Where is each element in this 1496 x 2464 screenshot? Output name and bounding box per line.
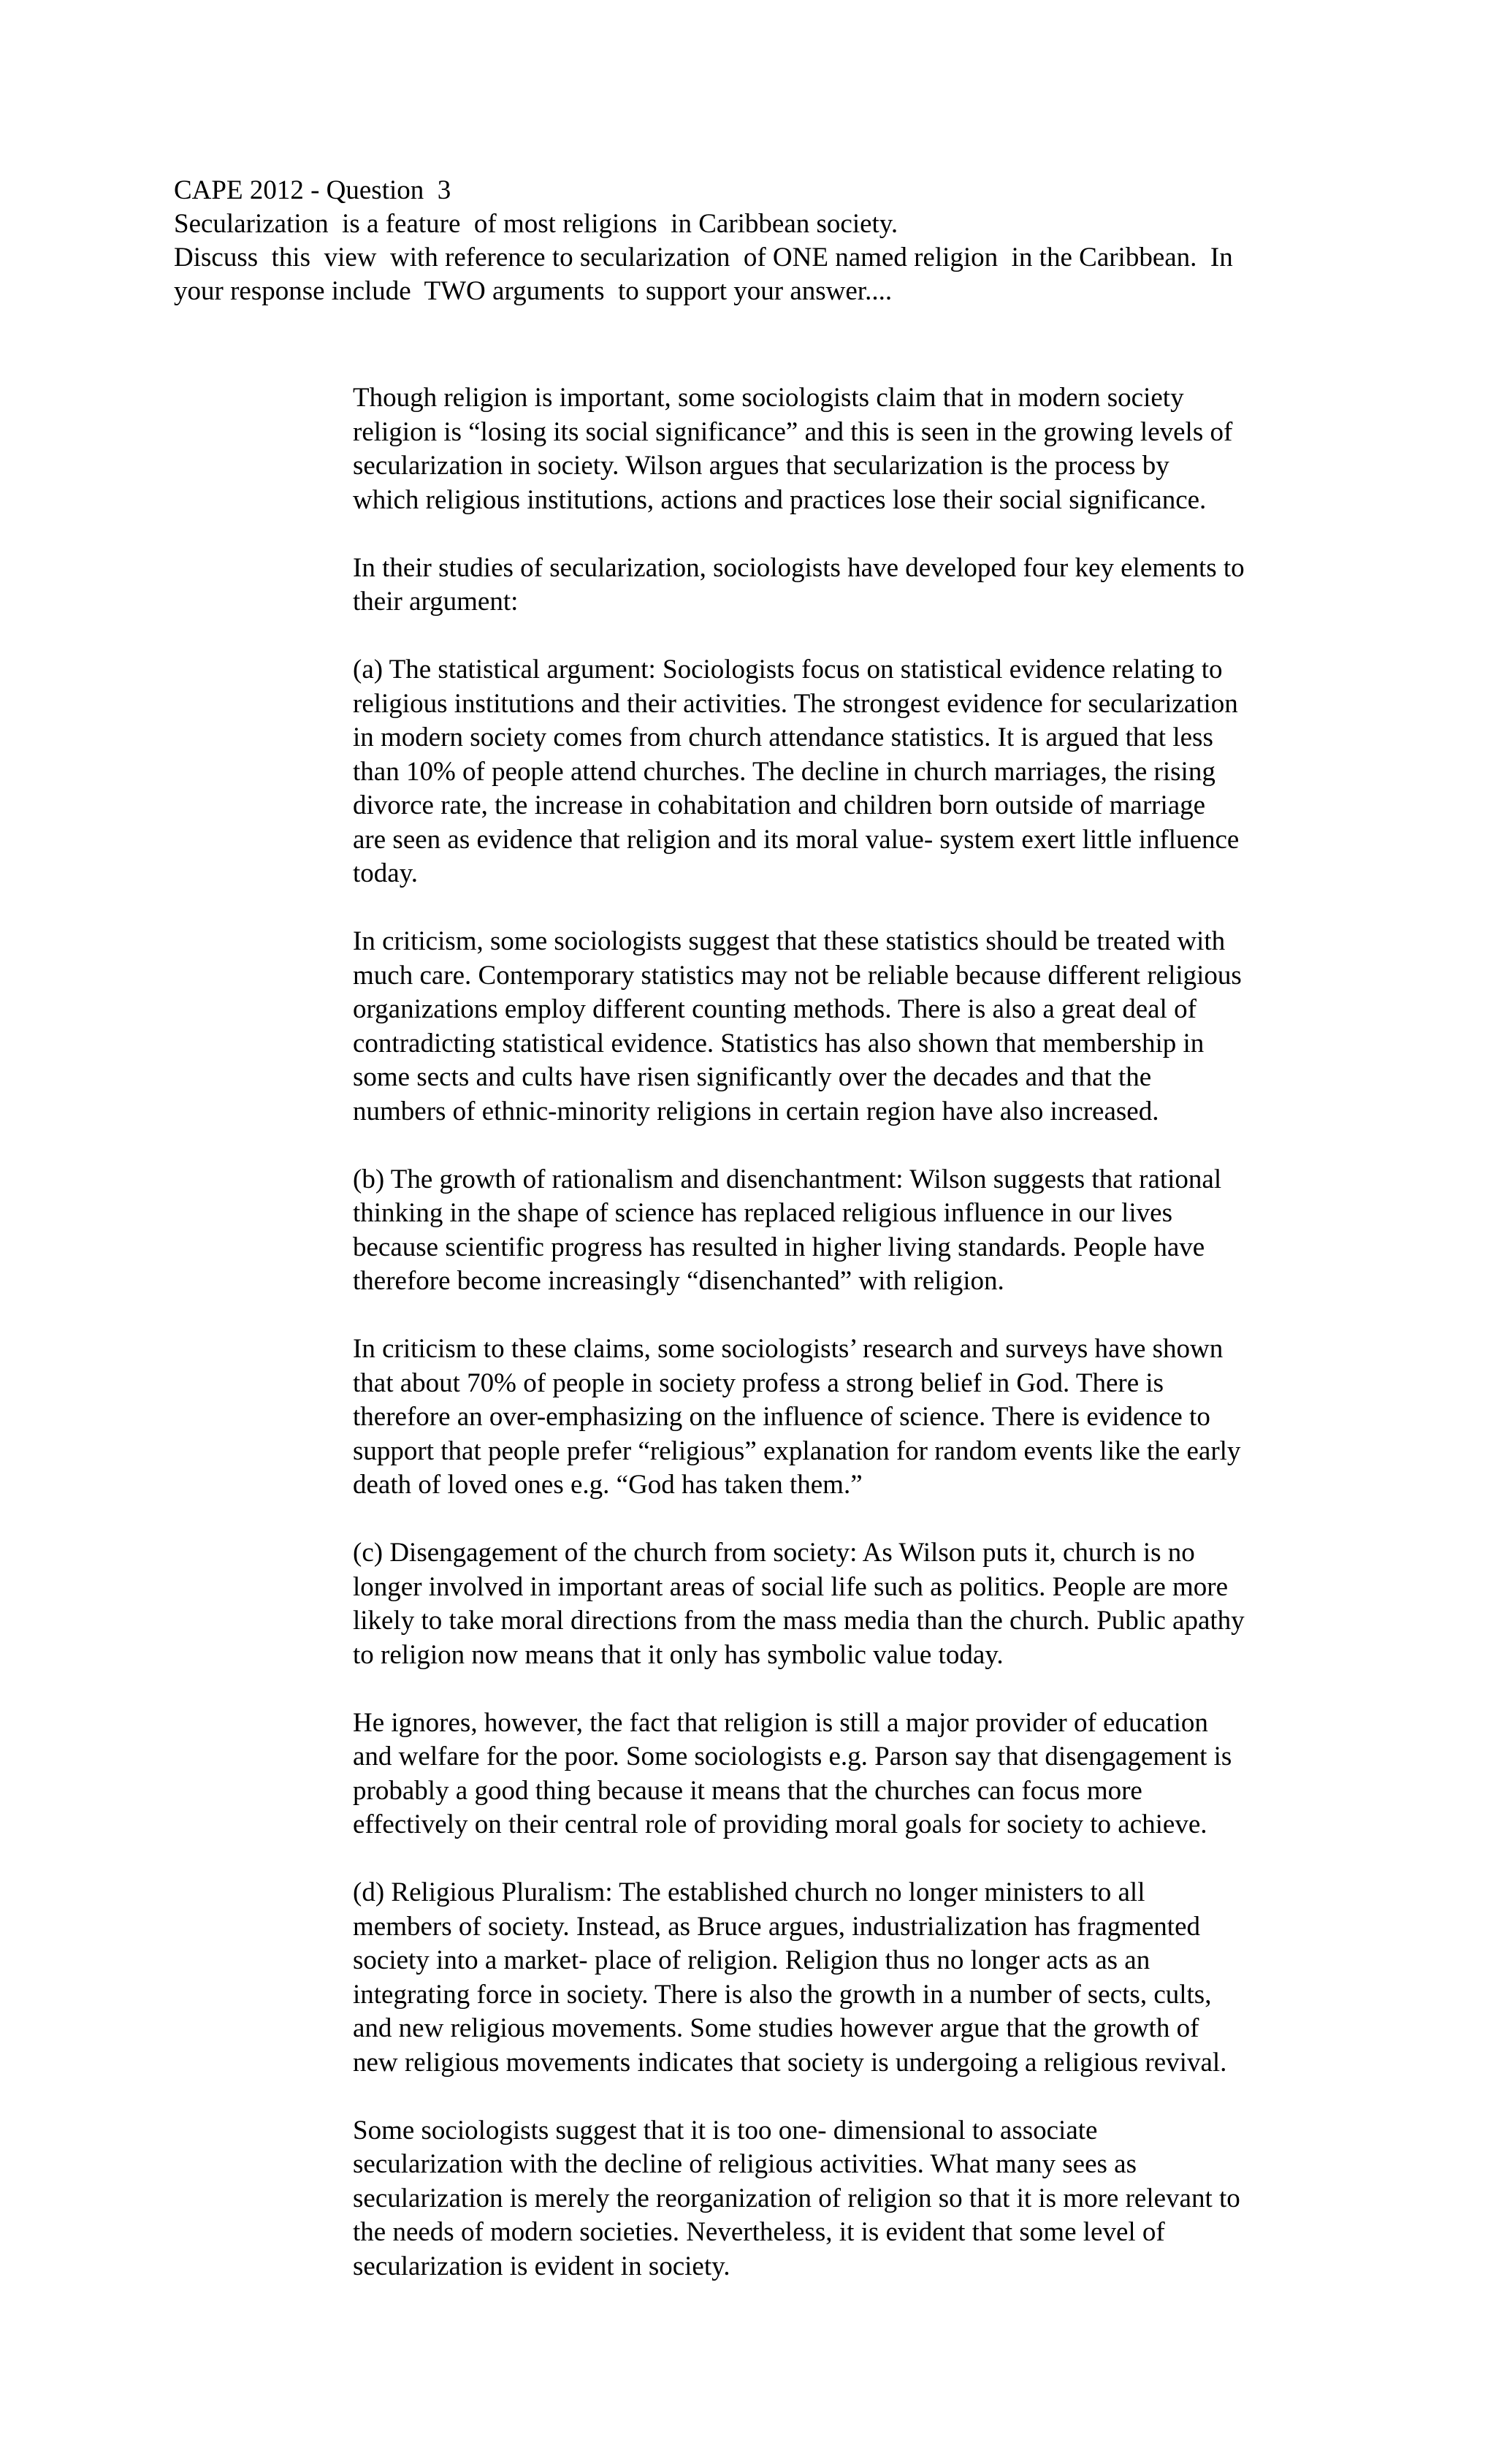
text-line: their argument: <box>353 587 519 617</box>
text-line: secularization in society. Wilson argues that secularization is the process by <box>353 451 1169 481</box>
text-line: secularization is evident in society. <box>353 2251 730 2281</box>
text-line: probably a good thing because it means that the churches can focus more <box>353 1775 1142 1806</box>
text-line: and new religious movements. Some studies however argue that the growth of <box>353 2013 1199 2043</box>
text-line: some sects and cults have risen significantly over the decades and that the <box>353 1062 1152 1092</box>
text-line: contradicting statistical evidence. Statistics has also shown that membership in <box>353 1028 1205 1059</box>
text-line: therefore become increasingly “disenchanted” with religion. <box>353 1266 1004 1296</box>
text-line: Though religion is important, some sociologists claim that in modern society <box>353 383 1184 413</box>
text-line: (d) Religious Pluralism: The established church no longer ministers to all <box>353 1877 1145 1907</box>
text-line: likely to take moral directions from the mass media than the church. Public apathy <box>353 1606 1245 1636</box>
text-line: In criticism to these claims, some sociologists’ research and surveys have shown <box>353 1334 1224 1364</box>
text-line: new religious movements indicates that society is undergoing a religious revival. <box>353 2047 1227 2078</box>
paragraph-statistical-argument <box>353 653 1324 891</box>
text-line: therefore an over-emphasizing on the influence of science. There is evidence to <box>353 1402 1210 1432</box>
text-line: longer involved in important areas of social life such as politics. People are more <box>353 1571 1229 1602</box>
paragraph-conclusion <box>353 2114 1324 2284</box>
text-line: and welfare for the poor. Some sociologists e.g. Parson say that disengagement is <box>353 1742 1232 1771</box>
text-line: today. <box>353 858 419 888</box>
text-line: religious institutions and their activities. The strongest evidence for secularization <box>353 688 1238 719</box>
text-line: divorce rate, the increase in cohabitation and children born outside of marriage <box>353 790 1206 820</box>
text-line: because scientific progress has resulted in higher living standards. People have <box>353 1232 1205 1262</box>
text-line: support that people prefer “religious” explanation for random events like the early <box>353 1435 1241 1466</box>
text-line: He ignores, however, the fact that religion is still a major provider of education <box>353 1707 1208 1738</box>
text-line: death of loved ones e.g. “God has taken them.” <box>353 1470 863 1500</box>
paragraph-disengagement <box>353 1536 1324 1672</box>
text-line: in modern society comes from church attendance statistics. It is argued that less <box>353 722 1213 752</box>
text-line: organizations employ different counting methods. There is also a great deal of <box>353 994 1197 1024</box>
text-line: than 10% of people attend churches. The decline in church marriages, the rising <box>353 756 1216 787</box>
question-instruction-line: your response include TWO arguments to support your answer.... <box>174 276 893 306</box>
text-line: society into a market- place of religion. Religion thus no longer acts as an <box>353 1945 1150 1975</box>
paragraph-rationalism <box>353 1163 1324 1299</box>
question-title: CAPE 2012 - Question 3 <box>174 175 451 205</box>
paragraph-rationalism-criticism <box>353 1332 1324 1503</box>
paragraph-disengagement-criticism <box>353 1706 1324 1842</box>
text-line: secularization with the decline of religious activities. What many sees as <box>353 2149 1137 2179</box>
text-line: numbers of ethnic-minority religions in certain region have also increased. <box>353 1096 1159 1126</box>
text-line: Some sociologists suggest that it is too one- dimensional to associate <box>353 2115 1098 2145</box>
text-line: are seen as evidence that religion and its moral value- system exert little influence <box>353 824 1240 855</box>
question-instruction-line: Discuss this view with reference to secularization of ONE named religion in the Caribbean. In <box>174 243 1233 272</box>
text-line: to religion now means that it only has symbolic value today. <box>353 1639 1004 1670</box>
text-line: In criticism, some sociologists suggest that these statistics should be treated with <box>353 926 1226 956</box>
text-line: much care. Contemporary statistics may not be reliable because different religious <box>353 960 1242 991</box>
text-line: effectively on their central role of providing moral goals for society to achieve. <box>353 1809 1207 1839</box>
text-line: members of society. Instead, as Bruce argues, industrialization has fragmented <box>353 1911 1200 1942</box>
text-line: integrating force in society. There is also the growth in a number of sects, cults, <box>353 1979 1212 2010</box>
text-line: secularization is merely the reorganization of religion so that it is more relevant to <box>353 2183 1240 2213</box>
text-line: the needs of modern societies. Nevertheless, it is evident that some level of <box>353 2217 1165 2247</box>
text-line: that about 70% of people in society profess a strong belief in God. There is <box>353 1368 1164 1398</box>
text-line: religion is “losing its social significance” and this is seen in the growing levels of <box>353 416 1233 447</box>
question-statement: Secularization is a feature of most religions in Caribbean society. <box>174 209 898 239</box>
paragraph-statistical-criticism <box>353 925 1324 1129</box>
text-line: (b) The growth of rationalism and disenchantment: Wilson suggests that rational <box>353 1164 1222 1194</box>
text-line: which religious institutions, actions and practices lose their social significance. <box>353 484 1207 515</box>
text-line: thinking in the shape of science has replaced religious influence in our lives <box>353 1198 1172 1228</box>
paragraph-intro <box>353 381 1324 517</box>
question-header <box>174 174 1313 308</box>
text-line: In their studies of secularization, sociologists have developed four key elements to <box>353 552 1245 583</box>
paragraph-key-elements <box>353 552 1324 619</box>
essay-body <box>353 381 1324 2318</box>
paragraph-pluralism <box>353 1876 1324 2080</box>
text-line: (a) The statistical argument: Sociologists focus on statistical evidence relating to <box>353 655 1223 684</box>
text-line: (c) Disengagement of the church from society: As Wilson puts it, church is no <box>353 1538 1195 1568</box>
